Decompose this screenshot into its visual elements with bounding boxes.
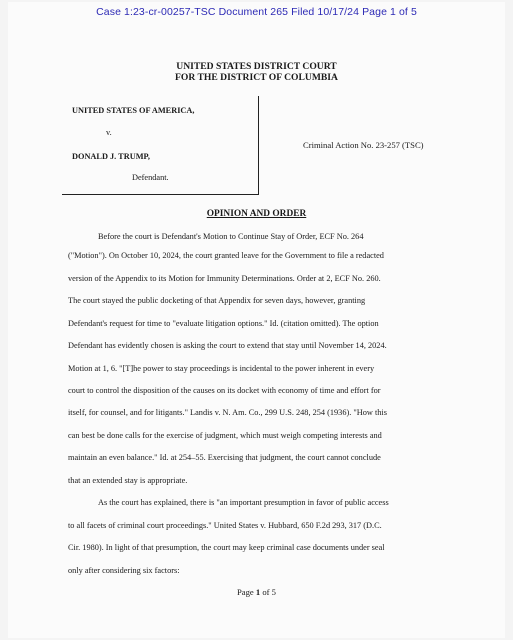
body-line: As the court has explained, there is "an important presumption in favor of public access — [98, 498, 389, 507]
body-line: Cir. 1980). In light of that presumption, the court may keep criminal case documents under seal — [68, 543, 385, 552]
body-line: that an extended stay is appropriate. — [68, 476, 188, 485]
page-number-label: Page — [237, 587, 254, 597]
caption-versus: v. — [106, 128, 112, 137]
body-line: Defendant has evidently chosen is asking the court to extend that stay until November 14, 2024. — [68, 341, 387, 350]
body-line: ("Motion"). On October 10, 2024, the court granted leave for the Government to file a redacted — [68, 251, 384, 260]
body-line: Defendant's request for time to "evaluate litigation options." Id. (citation omitted). The option — [68, 319, 379, 328]
page-number — [0, 587, 513, 597]
body-line: Before the court is Defendant's Motion to Continue Stay of Order, ECF No. 264 — [98, 232, 364, 241]
body-line: The court stayed the public docketing of that Appendix for seven days, however, granting — [68, 296, 366, 305]
court-name — [0, 61, 513, 83]
body-line: itself, for counsel, and for litigants." Landis v. N. Am. Co., 299 U.S. 248, 254 (1936). "How this — [68, 408, 387, 417]
caption-defendant-name: DONALD J. TRUMP, — [72, 152, 150, 161]
body-line: to all facets of criminal court proceedings." United States v. Hubbard, 650 F.2d 293, 317 (D.C. — [68, 521, 382, 530]
body-line: version of the Appendix to its Motion for Immunity Determinations. Order at 2, ECF No. 260. — [68, 274, 381, 283]
criminal-action-number: Criminal Action No. 23-257 (TSC) — [303, 140, 424, 150]
body-line: court to control the disposition of the causes on its docket with economy of time and effort for — [68, 386, 381, 395]
body-line: maintain an even balance." Id. at 254–55. Exercising that judgment, the court cannot conclude — [68, 453, 381, 462]
page-number-current: 1 — [255, 587, 261, 597]
caption-defendant-label: Defendant. — [132, 173, 169, 182]
body-line: can best be done calls for the exercise of judgment, which must weigh competing interests and — [68, 431, 382, 440]
court-name-line1: UNITED STATES DISTRICT COURT — [176, 61, 337, 72]
caption-plaintiff: UNITED STATES OF AMERICA, — [72, 106, 195, 115]
court-name-line2: FOR THE DISTRICT OF COLUMBIA — [175, 72, 338, 83]
body-line: Motion at 1, 6. "[T]he power to stay proceedings is incidental to the power inherent in every — [68, 364, 375, 373]
document-heading: OPINION AND ORDER — [206, 209, 307, 219]
ecf-header: Case 1:23-cr-00257-TSC Document 265 Filed 10/17/24 Page 1 of 5 — [96, 6, 417, 18]
page-number-total: of 5 — [262, 587, 276, 597]
body-line: only after considering six factors: — [68, 566, 180, 575]
